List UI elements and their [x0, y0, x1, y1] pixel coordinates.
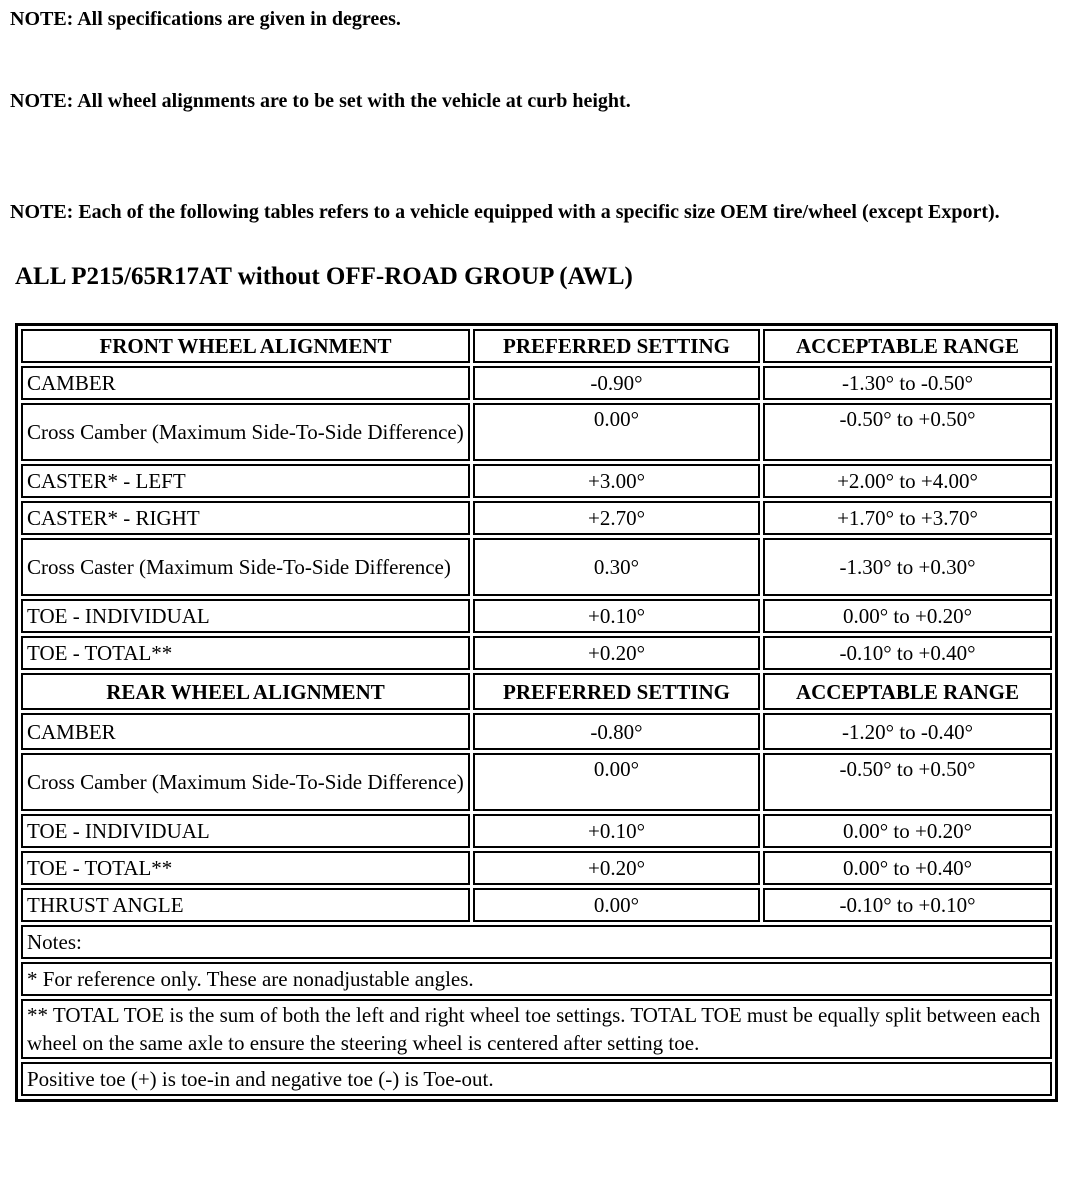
acceptable-range: -1.30° to -0.50°: [763, 366, 1052, 400]
acceptable-range: -1.30° to +0.30°: [763, 538, 1052, 596]
preferred-value: +0.10°: [473, 814, 760, 848]
footnote-toe-sign: Positive toe (+) is toe-in and negative toe (-) is Toe-out.: [21, 1062, 1052, 1096]
preferred-value: +0.10°: [473, 599, 760, 633]
column-header: FRONT WHEEL ALIGNMENT: [21, 329, 470, 363]
footnote-reference-only: * For reference only. These are nonadjustable angles.: [21, 962, 1052, 996]
spec-name: TOE - TOTAL**: [21, 851, 470, 885]
rear-header-row: [21, 673, 1052, 710]
table-row: [21, 464, 1052, 498]
notes-label: Notes:: [21, 925, 1052, 959]
table-title: ALL P215/65R17AT without OFF-ROAD GROUP (AWL): [15, 263, 633, 290]
footnote-row: [21, 1062, 1052, 1096]
column-header: ACCEPTABLE RANGE: [763, 673, 1052, 710]
preferred-value: -0.90°: [473, 366, 760, 400]
preferred-value: 0.00°: [473, 888, 760, 922]
column-header: PREFERRED SETTING: [473, 329, 760, 363]
table-row: [21, 366, 1052, 400]
acceptable-range: -0.10° to +0.40°: [763, 636, 1052, 670]
footnote-row: [21, 999, 1052, 1059]
preferred-value: 0.30°: [473, 538, 760, 596]
acceptable-range: 0.00° to +0.20°: [763, 599, 1052, 633]
table-row: [21, 753, 1052, 811]
table-row: [21, 888, 1052, 922]
preferred-value: +3.00°: [473, 464, 760, 498]
spec-name: CAMBER: [21, 713, 470, 750]
spec-name: TOE - INDIVIDUAL: [21, 599, 470, 633]
table-row: [21, 713, 1052, 750]
footnote-total-toe: ** TOTAL TOE is the sum of both the left and right wheel toe settings. TOTAL TOE must be equally split between each wheel on the same axle to ensure the steering wheel is centered after setting toe.: [21, 999, 1052, 1059]
column-header: REAR WHEEL ALIGNMENT: [21, 673, 470, 710]
spec-name: CASTER* - LEFT: [21, 464, 470, 498]
acceptable-range: 0.00° to +0.20°: [763, 814, 1052, 848]
preferred-value: 0.00°: [473, 403, 760, 461]
note-oem-tire: NOTE: Each of the following tables refers to a vehicle equipped with a specific size OEM tire/wheel (except Export).: [10, 201, 1000, 223]
acceptable-range: -1.20° to -0.40°: [763, 713, 1052, 750]
table-row: [21, 538, 1052, 596]
alignment-table: [15, 323, 1058, 1102]
spec-name: THRUST ANGLE: [21, 888, 470, 922]
spec-name: TOE - INDIVIDUAL: [21, 814, 470, 848]
spec-name: CASTER* - RIGHT: [21, 501, 470, 535]
table-row: [21, 501, 1052, 535]
preferred-value: +0.20°: [473, 851, 760, 885]
acceptable-range: +2.00° to +4.00°: [763, 464, 1052, 498]
column-header: ACCEPTABLE RANGE: [763, 329, 1052, 363]
acceptable-range: -0.10° to +0.10°: [763, 888, 1052, 922]
notes-row: [21, 925, 1052, 959]
column-header: PREFERRED SETTING: [473, 673, 760, 710]
acceptable-range: -0.50° to +0.50°: [763, 753, 1052, 811]
preferred-value: 0.00°: [473, 753, 760, 811]
preferred-value: +0.20°: [473, 636, 760, 670]
table-row: [21, 851, 1052, 885]
acceptable-range: 0.00° to +0.40°: [763, 851, 1052, 885]
note-curb-height: NOTE: All wheel alignments are to be set with the vehicle at curb height.: [10, 90, 631, 112]
front-header-row: [21, 329, 1052, 363]
table-row: [21, 814, 1052, 848]
acceptable-range: +1.70° to +3.70°: [763, 501, 1052, 535]
spec-name: CAMBER: [21, 366, 470, 400]
table-row: [21, 599, 1052, 633]
spec-name: Cross Camber (Maximum Side-To-Side Difference): [21, 753, 470, 811]
preferred-value: +2.70°: [473, 501, 760, 535]
preferred-value: -0.80°: [473, 713, 760, 750]
acceptable-range: -0.50° to +0.50°: [763, 403, 1052, 461]
table-row: [21, 403, 1052, 461]
footnote-row: [21, 962, 1052, 996]
spec-name: Cross Camber (Maximum Side-To-Side Difference): [21, 403, 470, 461]
spec-name: Cross Caster (Maximum Side-To-Side Difference): [21, 538, 470, 596]
spec-name: TOE - TOTAL**: [21, 636, 470, 670]
table-row: [21, 636, 1052, 670]
note-degrees: NOTE: All specifications are given in degrees.: [10, 8, 401, 30]
